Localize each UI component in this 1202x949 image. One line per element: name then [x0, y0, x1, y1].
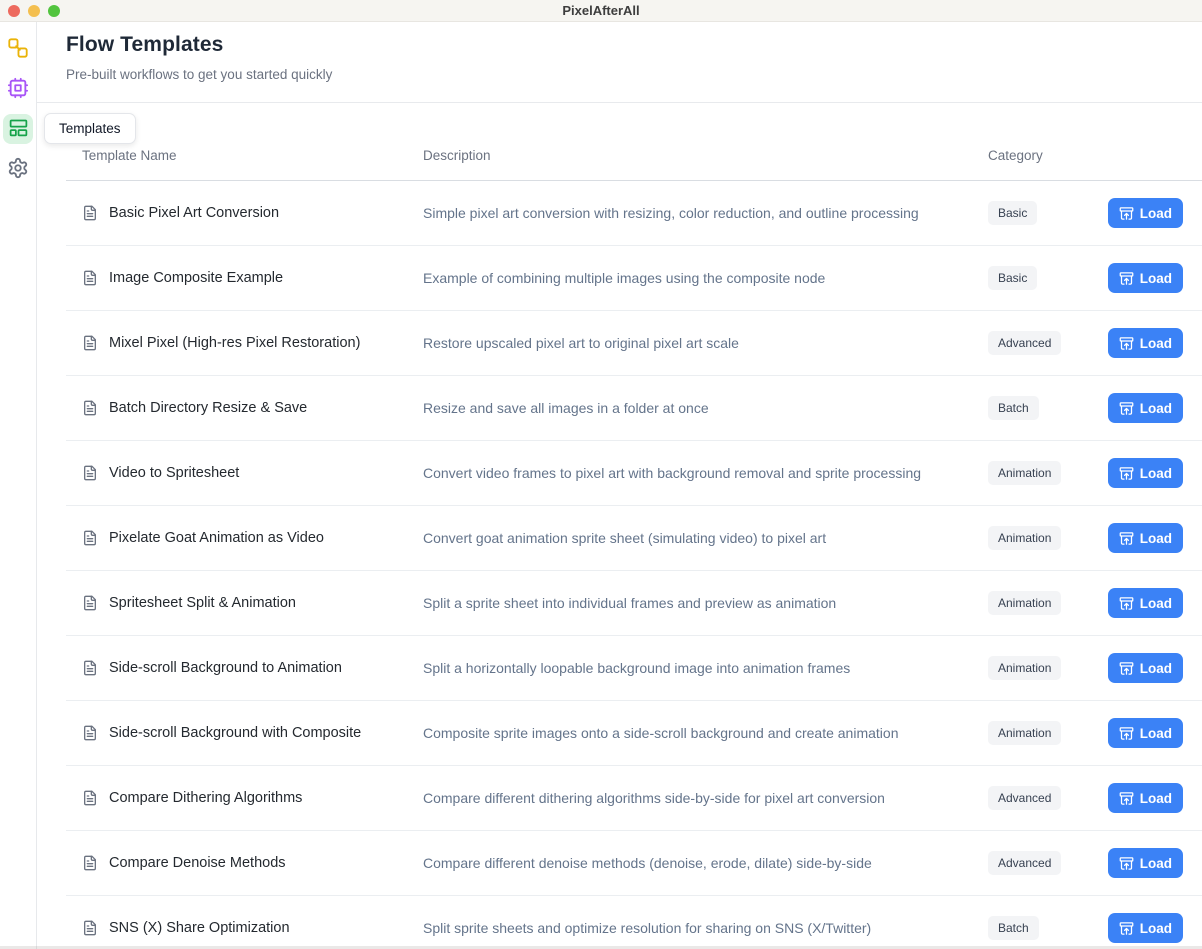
- page-header: [37, 22, 1202, 103]
- table-header-row: [66, 103, 1202, 181]
- template-description: Example of combining multiple images using the composite node: [423, 270, 826, 286]
- layout-template-icon: [8, 117, 29, 141]
- category-badge: Animation: [988, 461, 1061, 485]
- category-cell: [988, 916, 1108, 940]
- archive-restore-icon: [1119, 856, 1134, 871]
- page-subtitle: Pre-built workflows to get you started quickly: [66, 67, 333, 82]
- category-cell: [988, 396, 1108, 420]
- category-badge: Basic: [988, 201, 1037, 225]
- load-button-label: Load: [1139, 920, 1172, 936]
- load-button[interactable]: [1108, 198, 1183, 228]
- file-text-icon: [82, 725, 98, 741]
- template-name-cell: [66, 725, 423, 741]
- template-description: Split a horizontally loopable background image into animation frames: [423, 660, 851, 676]
- column-header-description: Description: [423, 148, 491, 163]
- template-name: Pixelate Goat Animation as Video: [109, 530, 324, 546]
- category-cell: [988, 786, 1108, 810]
- template-name: Mixel Pixel (High-res Pixel Restoration): [109, 335, 361, 351]
- template-description: Compare different denoise methods (denoise, erode, dilate) side-by-side: [423, 855, 872, 871]
- load-button-label: Load: [1139, 400, 1172, 416]
- sidebar-item-settings[interactable]: [3, 154, 33, 184]
- titlebar: [0, 0, 1202, 22]
- template-name: Video to Spritesheet: [109, 465, 240, 481]
- traffic-lights: [8, 5, 60, 17]
- cpu-icon: [7, 77, 29, 102]
- close-window-button[interactable]: [8, 5, 20, 17]
- template-name-cell: [66, 270, 423, 286]
- file-text-icon: [82, 855, 98, 871]
- category-badge: Animation: [988, 591, 1061, 615]
- table-body: [37, 181, 1202, 949]
- archive-restore-icon: [1119, 466, 1134, 481]
- table-row: [66, 311, 1202, 376]
- template-description: Compare different dithering algorithms side-by-side for pixel art conversion: [423, 790, 885, 806]
- template-description: Restore upscaled pixel art to original pixel art scale: [423, 335, 739, 351]
- template-description: Resize and save all images in a folder at once: [423, 400, 709, 416]
- template-name: Spritesheet Split & Animation: [109, 595, 296, 611]
- table-row: [66, 506, 1202, 571]
- template-name-cell: [66, 400, 423, 416]
- sidebar: [0, 22, 37, 949]
- action-cell: [1108, 718, 1202, 748]
- template-name: Compare Dithering Algorithms: [109, 790, 303, 806]
- file-text-icon: [82, 205, 98, 221]
- action-cell: [1108, 783, 1202, 813]
- main-content: [37, 22, 1202, 949]
- template-description: Convert goat animation sprite sheet (simulating video) to pixel art: [423, 530, 827, 546]
- category-cell: [988, 591, 1108, 615]
- load-button-label: Load: [1139, 465, 1172, 481]
- templates-tooltip: Templates: [44, 113, 136, 144]
- template-name-cell: [66, 920, 423, 936]
- table-row: [66, 636, 1202, 701]
- column-header-category: Category: [988, 148, 1043, 163]
- archive-restore-icon: [1119, 661, 1134, 676]
- template-name-cell: [66, 790, 423, 806]
- archive-restore-icon: [1119, 921, 1134, 936]
- category-cell: [988, 331, 1108, 355]
- category-cell: [988, 461, 1108, 485]
- load-button[interactable]: [1108, 458, 1183, 488]
- settings-gear-icon: [7, 157, 29, 182]
- template-name: Image Composite Example: [109, 270, 284, 286]
- column-header-template-name: Template Name: [82, 148, 177, 163]
- load-button[interactable]: [1108, 523, 1183, 553]
- load-button-label: Load: [1139, 530, 1172, 546]
- template-name: SNS (X) Share Optimization: [109, 920, 290, 936]
- action-cell: [1108, 263, 1202, 293]
- load-button[interactable]: [1108, 328, 1183, 358]
- category-cell: [988, 721, 1108, 745]
- page-title: Flow Templates: [66, 33, 224, 56]
- minimize-window-button[interactable]: [28, 5, 40, 17]
- template-name-cell: [66, 465, 423, 481]
- template-name-cell: [66, 205, 423, 221]
- workflow-icon: [7, 37, 29, 62]
- load-button-label: Load: [1139, 595, 1172, 611]
- load-button-label: Load: [1139, 660, 1172, 676]
- table-row: [66, 766, 1202, 831]
- template-name-cell: [66, 855, 423, 871]
- action-cell: [1108, 588, 1202, 618]
- action-cell: [1108, 458, 1202, 488]
- sidebar-item-nodes[interactable]: [3, 74, 33, 104]
- table-row: [66, 571, 1202, 636]
- table-row: [66, 181, 1202, 246]
- template-name-cell: [66, 595, 423, 611]
- category-cell: [988, 201, 1108, 225]
- action-cell: [1108, 913, 1202, 943]
- action-cell: [1108, 653, 1202, 683]
- archive-restore-icon: [1119, 401, 1134, 416]
- template-description: Simple pixel art conversion with resizing, color reduction, and outline processing: [423, 205, 919, 221]
- sidebar-item-templates[interactable]: [3, 114, 33, 144]
- archive-restore-icon: [1119, 596, 1134, 611]
- archive-restore-icon: [1119, 271, 1134, 286]
- table-row: [66, 246, 1202, 311]
- load-button[interactable]: [1108, 783, 1183, 813]
- table-row: [66, 701, 1202, 766]
- load-button[interactable]: [1108, 588, 1183, 618]
- table-row: [66, 896, 1202, 949]
- category-badge: Animation: [988, 656, 1061, 680]
- load-button[interactable]: [1108, 848, 1183, 878]
- file-text-icon: [82, 335, 98, 351]
- table-row: [66, 376, 1202, 441]
- category-badge: Advanced: [988, 331, 1061, 355]
- load-button-label: Load: [1139, 855, 1172, 871]
- action-cell: [1108, 198, 1202, 228]
- file-text-icon: [82, 595, 98, 611]
- template-description: Split a sprite sheet into individual frames and preview as animation: [423, 595, 837, 611]
- category-cell: [988, 851, 1108, 875]
- category-badge: Advanced: [988, 786, 1061, 810]
- template-description: Composite sprite images onto a side-scroll background and create animation: [423, 725, 899, 741]
- window-title: PixelAfterAll: [562, 3, 640, 18]
- load-button-label: Load: [1139, 335, 1172, 351]
- action-cell: [1108, 393, 1202, 423]
- load-button[interactable]: [1108, 913, 1183, 943]
- category-badge: Basic: [988, 266, 1037, 290]
- load-button[interactable]: [1108, 393, 1183, 423]
- file-text-icon: [82, 400, 98, 416]
- load-button[interactable]: [1108, 653, 1183, 683]
- category-cell: [988, 656, 1108, 680]
- category-badge: Advanced: [988, 851, 1061, 875]
- table-row: [66, 441, 1202, 506]
- archive-restore-icon: [1119, 206, 1134, 221]
- action-cell: [1108, 328, 1202, 358]
- category-badge: Animation: [988, 721, 1061, 745]
- archive-restore-icon: [1119, 336, 1134, 351]
- template-name: Basic Pixel Art Conversion: [109, 205, 280, 221]
- category-cell: [988, 526, 1108, 550]
- category-cell: [988, 266, 1108, 290]
- load-button[interactable]: [1108, 718, 1183, 748]
- load-button-label: Load: [1139, 205, 1172, 221]
- template-name: Compare Denoise Methods: [109, 855, 286, 871]
- action-cell: [1108, 848, 1202, 878]
- action-cell: [1108, 523, 1202, 553]
- template-description: Split sprite sheets and optimize resolution for sharing on SNS (X/Twitter): [423, 920, 872, 936]
- archive-restore-icon: [1119, 531, 1134, 546]
- load-button-label: Load: [1139, 790, 1172, 806]
- sidebar-item-flows[interactable]: [3, 34, 33, 64]
- table-row: [66, 831, 1202, 896]
- category-badge: Batch: [988, 916, 1039, 940]
- load-button-label: Load: [1139, 270, 1172, 286]
- template-name: Side-scroll Background to Animation: [109, 660, 342, 676]
- file-text-icon: [82, 920, 98, 936]
- archive-restore-icon: [1119, 791, 1134, 806]
- load-button-label: Load: [1139, 725, 1172, 741]
- template-name-cell: [66, 335, 423, 351]
- template-name: Batch Directory Resize & Save: [109, 400, 308, 416]
- template-name: Side-scroll Background with Composite: [109, 725, 362, 741]
- template-name-cell: [66, 660, 423, 676]
- category-badge: Animation: [988, 526, 1061, 550]
- file-text-icon: [82, 660, 98, 676]
- template-description: Convert video frames to pixel art with background removal and sprite processing: [423, 465, 922, 481]
- archive-restore-icon: [1119, 726, 1134, 741]
- zoom-window-button[interactable]: [48, 5, 60, 17]
- load-button[interactable]: [1108, 263, 1183, 293]
- file-text-icon: [82, 790, 98, 806]
- category-badge: Batch: [988, 396, 1039, 420]
- file-text-icon: [82, 270, 98, 286]
- file-text-icon: [82, 530, 98, 546]
- template-name-cell: [66, 530, 423, 546]
- file-text-icon: [82, 465, 98, 481]
